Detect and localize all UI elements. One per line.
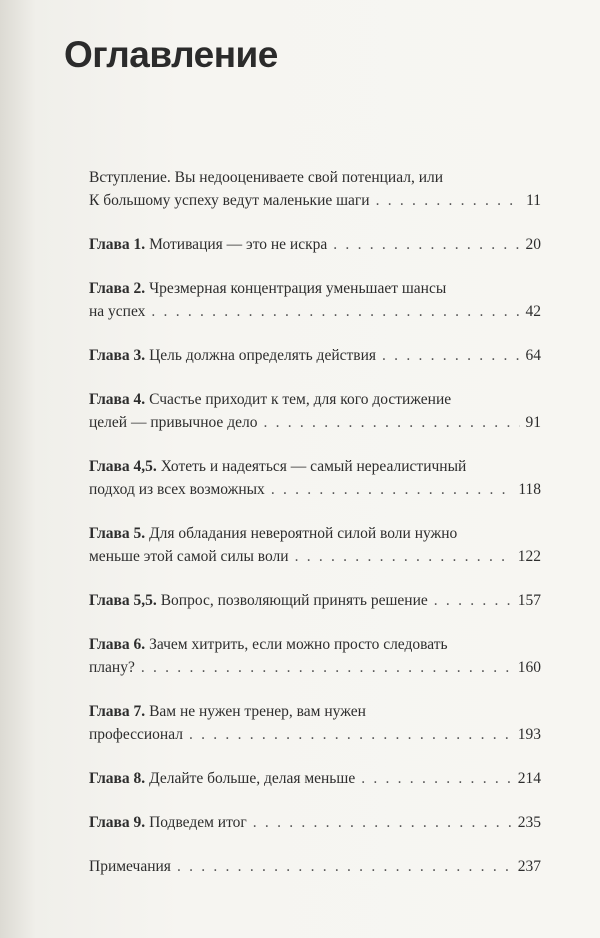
dot-leader — [263, 411, 519, 434]
chapter-title-part: Хотеть и надеяться — самый нереалистичный — [160, 458, 467, 475]
toc-entry-last-line — [89, 545, 541, 568]
toc-entry — [89, 277, 541, 323]
chapter-title-part: профессионал — [89, 726, 183, 743]
toc-entry-first-line — [89, 522, 541, 545]
toc-entry-last-line — [89, 233, 541, 256]
page-number: 237 — [517, 858, 541, 875]
chapter-label: Глава 6. — [89, 636, 146, 653]
dot-leader — [295, 545, 512, 568]
toc-entry-first-line — [89, 455, 541, 478]
page-number: 122 — [517, 548, 541, 565]
chapter-title-part: подход из всех возможных — [89, 481, 265, 498]
table-of-contents — [89, 166, 541, 899]
dot-leader — [271, 478, 513, 501]
dot-leader — [333, 233, 519, 256]
chapter-title-part: Вступление. Вы недооцениваете свой потенциал, или — [89, 169, 444, 186]
toc-entry-last-line — [89, 411, 541, 434]
toc-entry — [89, 388, 541, 434]
page-number: 235 — [517, 814, 541, 831]
chapter-title-part: Подведем итог — [149, 814, 247, 831]
toc-entry-first-line — [89, 277, 541, 300]
page-number: 42 — [525, 303, 541, 320]
chapter-title-part: Вопрос, позволяющий принять решение — [160, 592, 428, 609]
dot-leader — [151, 300, 519, 323]
page-number: 118 — [518, 481, 541, 498]
chapter-label: Глава 3. — [89, 347, 146, 364]
toc-entry — [89, 855, 541, 878]
toc-entry — [89, 811, 541, 834]
chapter-title-part: Мотивация — это не искра — [149, 236, 328, 253]
chapter-label: Глава 8. — [89, 770, 146, 787]
chapter-label: Глава 4. — [89, 391, 146, 408]
chapter-label: Глава 1. — [89, 236, 146, 253]
dot-leader — [361, 767, 512, 790]
chapter-label: Глава 2. — [89, 280, 146, 297]
chapter-title-part: Цель должна определять действия — [149, 347, 377, 364]
page-number: 20 — [525, 236, 541, 253]
toc-entry-last-line — [89, 589, 541, 612]
dot-leader — [177, 855, 512, 878]
chapter-label: Глава 4,5. — [89, 458, 157, 475]
toc-entry-last-line — [89, 478, 541, 501]
chapter-title-part: Счастье приходит к тем, для кого достижение — [149, 391, 452, 408]
chapter-title-part: Зачем хитрить, если можно просто следовать — [149, 636, 448, 653]
toc-entry-last-line — [89, 300, 541, 323]
dot-leader — [434, 589, 512, 612]
toc-entry-last-line — [89, 811, 541, 834]
dot-leader — [253, 811, 512, 834]
page-number: 193 — [517, 726, 541, 743]
chapter-title-part: меньше этой самой силы воли — [89, 548, 289, 565]
toc-entry-first-line — [89, 166, 541, 189]
toc-entry — [89, 166, 541, 212]
page-number: 64 — [525, 347, 541, 364]
toc-entry-first-line — [89, 633, 541, 656]
chapter-title-part: плану? — [89, 659, 135, 676]
toc-entry — [89, 633, 541, 679]
toc-entry — [89, 589, 541, 612]
chapter-title-part: К большому успеху ведут маленькие шаги — [89, 192, 370, 209]
chapter-title-part: целей — привычное дело — [89, 414, 258, 431]
toc-entry — [89, 700, 541, 746]
toc-entry-first-line — [89, 700, 541, 723]
page-number: 11 — [526, 192, 541, 209]
chapter-label: Глава 5,5. — [89, 592, 157, 609]
page-title: Оглавление — [64, 34, 278, 75]
toc-entry-first-line — [89, 388, 541, 411]
chapter-title-part: на успех — [89, 303, 146, 320]
toc-entry — [89, 455, 541, 501]
toc-entry — [89, 522, 541, 568]
chapter-title-part: Чрезмерная концентрация уменьшает шансы — [149, 280, 447, 297]
dot-leader — [376, 189, 520, 212]
dot-leader — [141, 656, 512, 679]
toc-entry-last-line — [89, 344, 541, 367]
dot-leader — [189, 723, 512, 746]
chapter-label: Глава 7. — [89, 703, 146, 720]
chapter-label: Глава 5. — [89, 525, 146, 542]
chapter-title-part: Делайте больше, делая меньше — [149, 770, 356, 787]
dot-leader — [382, 344, 519, 367]
toc-entry-last-line — [89, 189, 541, 212]
chapter-title-part: Примечания — [89, 858, 171, 875]
toc-entry — [89, 233, 541, 256]
toc-entry-last-line — [89, 656, 541, 679]
toc-entry — [89, 344, 541, 367]
page-number: 214 — [517, 770, 541, 787]
toc-entry-last-line — [89, 767, 541, 790]
page-number: 91 — [525, 414, 541, 431]
toc-entry-last-line — [89, 723, 541, 746]
page-number: 157 — [517, 592, 541, 609]
toc-entry — [89, 767, 541, 790]
page-number: 160 — [517, 659, 541, 676]
chapter-title-part: Вам не нужен тренер, вам нужен — [149, 703, 366, 720]
chapter-label: Глава 9. — [89, 814, 146, 831]
toc-entry-last-line — [89, 855, 541, 878]
chapter-title-part: Для обладания невероятной силой воли нужно — [149, 525, 458, 542]
